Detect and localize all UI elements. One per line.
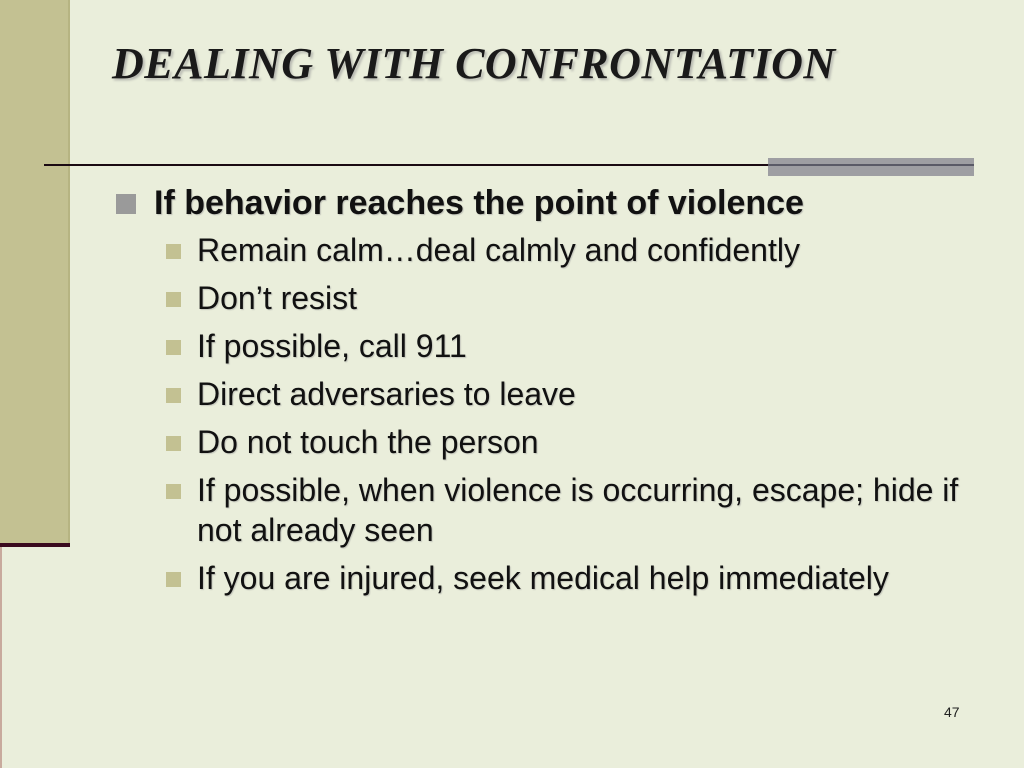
sub-bullet-text: Do not touch the person (197, 424, 539, 460)
slide-title: DEALING WITH CONFRONTATION (112, 39, 836, 88)
sub-bullet-text: Remain calm…deal calmly and confidently (197, 232, 800, 268)
sub-bullet-item (166, 230, 992, 270)
sub-bullet-text: Don’t resist (197, 280, 358, 316)
left-decorative-band (0, 0, 70, 545)
sub-bullet-item (166, 470, 992, 550)
main-bullet-text: If behavior reaches the point of violence (154, 184, 804, 222)
square-bullet-icon (166, 340, 181, 355)
sub-bullet-item (166, 278, 992, 318)
sub-bullet-text: Direct adversaries to leave (197, 376, 576, 412)
square-bullet-icon (116, 194, 136, 214)
title-rule-accent (768, 158, 974, 176)
square-bullet-icon (166, 572, 181, 587)
sub-bullet-text: If possible, call 911 (197, 328, 467, 364)
square-bullet-icon (166, 244, 181, 259)
square-bullet-icon (166, 436, 181, 451)
square-bullet-icon (166, 388, 181, 403)
main-bullet-item (112, 180, 992, 226)
sub-bullet-item (166, 422, 992, 462)
title-rule (44, 164, 774, 166)
sub-bullet-text: If you are injured, seek medical help immediately (197, 560, 889, 596)
slide-content (112, 180, 992, 606)
square-bullet-icon (166, 484, 181, 499)
sub-bullet-item (166, 558, 992, 598)
sub-bullet-text: If possible, when violence is occurring, escape; hide if not already seen (197, 472, 959, 548)
page-number: 47 (944, 704, 960, 720)
sub-bullet-list (112, 230, 992, 598)
sub-bullet-item (166, 326, 992, 366)
left-band-underline (0, 543, 70, 547)
sub-bullet-item (166, 374, 992, 414)
square-bullet-icon (166, 292, 181, 307)
title-rule-accent-line (768, 164, 974, 166)
